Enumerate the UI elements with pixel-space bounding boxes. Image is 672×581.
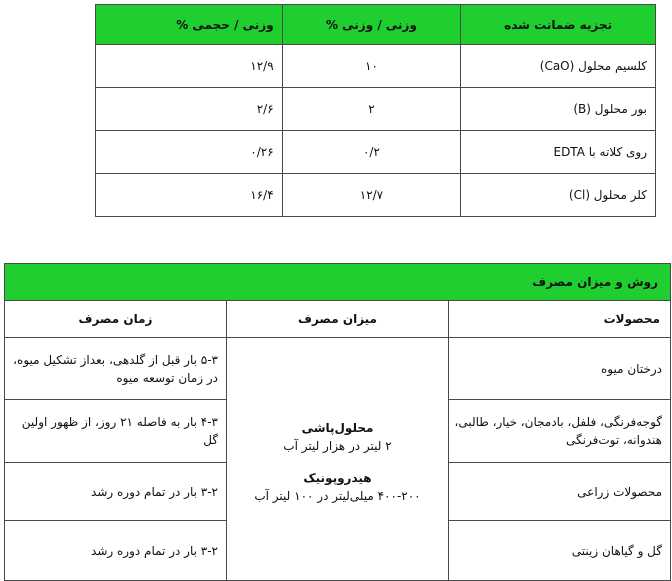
usage-header-row [5, 301, 671, 338]
dosage-cell [227, 338, 449, 581]
table-row [96, 45, 656, 88]
usage-table-title: روش و میزان مصرف [5, 264, 671, 301]
col-header-w-v: وزنی / حجمی % [96, 5, 283, 45]
composition-header-row [96, 5, 656, 45]
w-w-cell: ۲ [282, 88, 461, 131]
col-header-dosage: میزان مصرف [227, 301, 449, 338]
composition-table [95, 4, 656, 217]
w-v-cell: ۱۲/۹ [96, 45, 283, 88]
hydroponic-title: هیدروپونیک [303, 471, 372, 485]
w-w-cell: ۱۲/۷ [282, 174, 461, 217]
w-w-cell: ۱۰ [282, 45, 461, 88]
col-header-timing: زمان مصرف [5, 301, 227, 338]
foliar-text: ۲ لیتر در هزار لیتر آب [283, 439, 392, 453]
col-header-analysis: تجزیه ضمانت شده [461, 5, 656, 45]
w-v-cell: ۲/۶ [96, 88, 283, 131]
w-v-cell: ۱۶/۴ [96, 174, 283, 217]
usage-table [4, 263, 671, 581]
product-cell: گوجه‌فرنگی، فلفل، بادمجان، خیار، طالبی، هندوانه، توت‌فرنگی [449, 400, 671, 463]
analysis-cell: کلسیم محلول (CaO) [461, 45, 656, 88]
product-cell: درختان میوه [449, 338, 671, 400]
timing-cell: ۳-۲ بار در تمام دوره رشد [5, 463, 227, 521]
table-row [96, 88, 656, 131]
foliar-title: محلول‌پاشی [301, 421, 374, 435]
hydroponic-text: ۴۰۰-۲۰۰ میلی‌لیتر در ۱۰۰ لیتر آب [254, 489, 421, 503]
timing-cell: ۳-۲ بار در تمام دوره رشد [5, 521, 227, 581]
analysis-cell: بور محلول (B) [461, 88, 656, 131]
product-cell: محصولات زراعی [449, 463, 671, 521]
table-row [5, 338, 671, 400]
table-row [96, 131, 656, 174]
timing-cell: ۵-۳ بار قبل از گلدهی، بعداز تشکیل میوه، در زمان توسعه میوه [5, 338, 227, 400]
product-cell: گل و گیاهان زینتی [449, 521, 671, 581]
usage-title-row [5, 264, 671, 301]
table-row [96, 174, 656, 217]
analysis-cell: روی کلاته با EDTA [461, 131, 656, 174]
col-header-products: محصولات [449, 301, 671, 338]
col-header-w-w: وزنی / وزنی % [282, 5, 461, 45]
w-v-cell: ۰/۲۶ [96, 131, 283, 174]
timing-cell: ۴-۳ بار به فاصله ۲۱ روز، از ظهور اولین گل [5, 400, 227, 463]
analysis-cell: کلر محلول (Cl) [461, 174, 656, 217]
w-w-cell: ۰/۲ [282, 131, 461, 174]
